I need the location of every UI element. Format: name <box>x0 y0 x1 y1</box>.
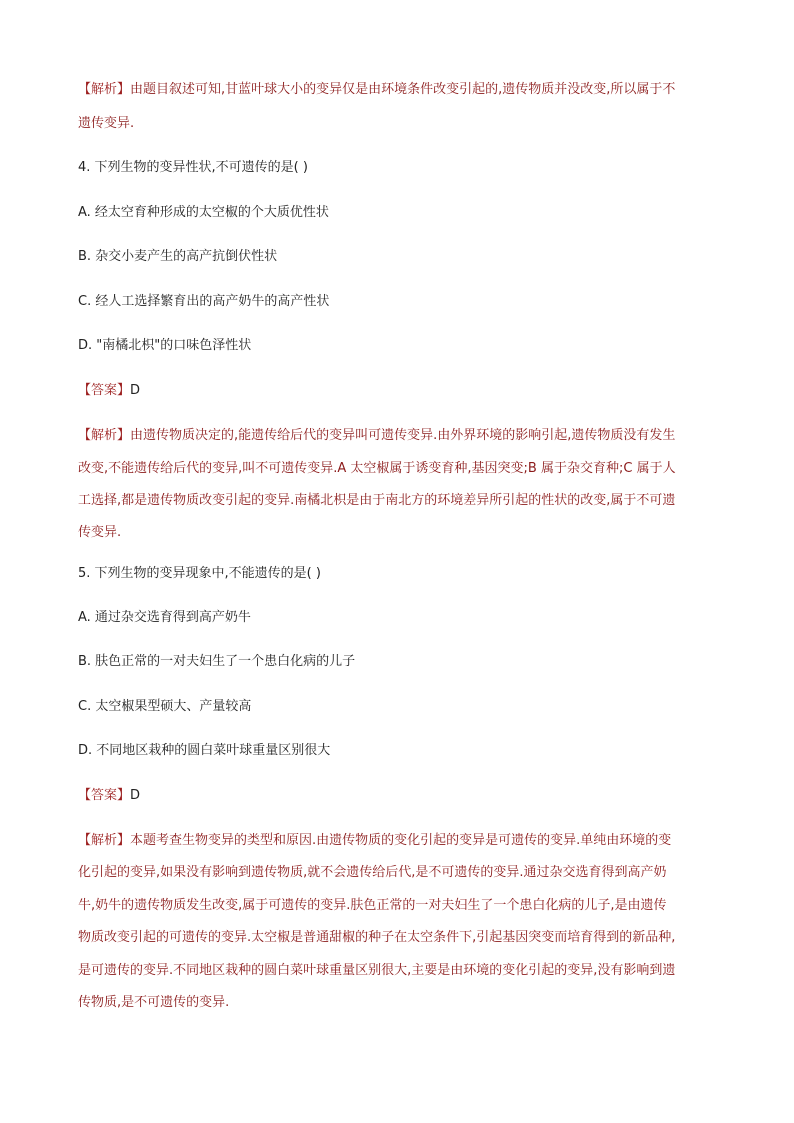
q5-analysis-line-3: 牛,奶牛的遗传物质发生改变,属于可遗传的变异.肤色正常的一对夫妇生了一个患白化病的儿子,是由遗传 <box>78 898 667 913</box>
q3-analysis-line-1: 【解析】由题目叙述可知,甘蓝叶球大小的变异仅是由环境条件改变引起的,遗传物质并没改变,所以属于不 <box>78 82 676 97</box>
q5-question: 5. 下列生物的变异现象中,不能遗传的是( ) <box>78 566 321 581</box>
q5-analysis-line-1: 【解析】本题考查生物变异的类型和原因.由遗传物质的变化引起的变异是可遗传的变异.单纯由环境的变 <box>78 833 672 848</box>
answer-label: 【答案】 <box>78 788 131 803</box>
q5-option-d: D. 不同地区栽种的圆白菜叶球重量区别很大 <box>78 743 331 758</box>
q4-option-a: A. 经太空育种形成的太空椒的个大质优性状 <box>78 205 329 220</box>
q5-answer-value: D <box>130 788 141 803</box>
q4-question: 4. 下列生物的变异性状,不可遗传的是( ) <box>78 160 308 175</box>
q4-option-d: D. "南橘北枳"的口味色泽性状 <box>78 338 252 353</box>
q5-option-b: B. 肤色正常的一对夫妇生了一个患白化病的儿子 <box>78 654 356 669</box>
q4-answer <box>78 379 140 403</box>
analysis-label: 【解析】 <box>78 833 131 848</box>
analysis-label: 【解析】 <box>78 82 131 97</box>
q5-analysis-line-2: 化引起的变异,如果没有影响到遗传物质,就不会遗传给后代,是不可遗传的变异.通过杂交选育得到高产奶 <box>78 865 667 880</box>
q4-option-c: C. 经人工选择繁育出的高产奶牛的高产性状 <box>78 294 330 309</box>
q5-analysis-line-6: 传物质,是不可遗传的变异. <box>78 995 230 1010</box>
q4-analysis-line-1: 【解析】由遗传物质决定的,能遗传给后代的变异叫可遗传变异.由外界环境的影响引起,遗传物质没有发生 <box>78 428 676 443</box>
q5-analysis-line-4: 物质改变引起的可遗传的变异.太空椒是普通甜椒的种子在太空条件下,引起基因突变而培育得到的新品种, <box>78 930 676 945</box>
q5-analysis-line-5: 是可遗传的变异.不同地区栽种的圆白菜叶球重量区别很大,主要是由环境的变化引起的变异,没有影响到遗 <box>78 963 676 978</box>
answer-label: 【答案】 <box>78 383 131 398</box>
analysis-label: 【解析】 <box>78 428 131 443</box>
q5-answer <box>78 784 140 808</box>
q4-analysis-line-4: 传变异. <box>78 525 122 540</box>
q4-option-b: B. 杂交小麦产生的高产抗倒伏性状 <box>78 249 278 264</box>
q4-analysis-line-3: 工选择,都是遗传物质改变引起的变异.南橘北枳是由于南北方的环境差异所引起的性状的改变,属于不可遗 <box>78 493 676 508</box>
q4-analysis-line-2: 改变,不能遗传给后代的变异,叫不可遗传变异.A 太空椒属于诱变育种,基因突变;B 属于杂交育种;C 属于人 <box>78 461 676 476</box>
q5-option-a: A. 通过杂交选育得到高产奶牛 <box>78 610 251 625</box>
q5-option-c: C. 太空椒果型硕大、产量较高 <box>78 699 252 714</box>
q3-analysis-line-2: 遗传变异. <box>78 116 135 131</box>
q4-answer-value: D <box>130 383 141 398</box>
